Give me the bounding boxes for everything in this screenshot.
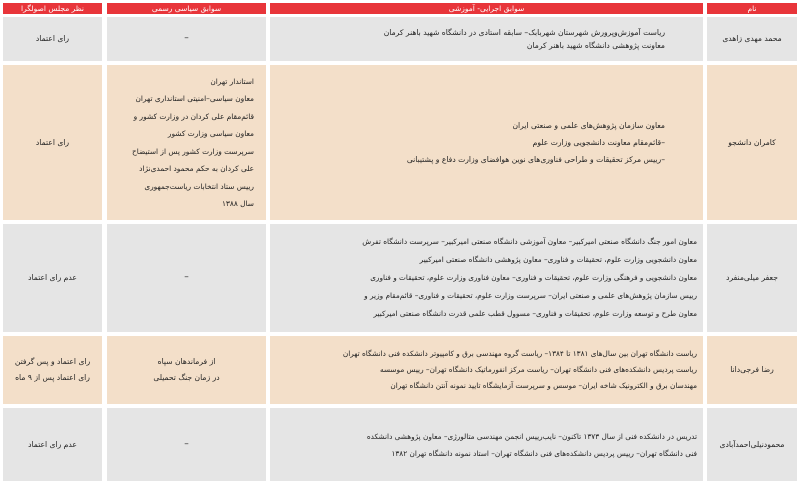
principlist-line: رای اعتماد و پس گرفتن (14, 357, 91, 366)
executive-line: فنی دانشگاه تهران– رییس پردیس دانشکده‌های فنی دانشگاه تهران– استاد نمونه دانشگاه تهران ۱۳۸۲ (391, 448, 697, 458)
principlist-line: رای اعتماد (35, 34, 70, 44)
person-name: رضا فرجی‌دانا (730, 365, 774, 375)
principlist-line: رای اعتماد (35, 137, 70, 147)
person-name: کامران دانشجو (728, 137, 776, 147)
executive-line: معاون دانشجویی و فرهنگی وزارت علوم، تحقیقات و فناوری– معاون فناوری وزارت علوم، تحقیقات و فناوری (370, 273, 697, 282)
cell-executive (270, 17, 703, 61)
cell-name (707, 224, 797, 332)
political-line: سرپرست وزارت کشور پس از استیضاح (131, 146, 254, 156)
cell-principlist (3, 336, 102, 404)
cell-political (107, 17, 266, 61)
political-line: علی کردان به حکم محمود احمدی‌نژاد (139, 164, 254, 173)
principlist-line: رای اعتماد پس از ۹ ماه (15, 373, 90, 382)
cell-executive (270, 336, 703, 404)
political-line: از فرماندهان سپاه (157, 357, 216, 366)
political-line: معاون سیاسی–امنیتی استانداری تهران (135, 94, 254, 103)
political-line: قائم‌مقام علی کردان در وزارت کشور و (133, 111, 254, 121)
political-line: – (184, 272, 189, 283)
person-name: جعفر میلی‌منفرد (726, 273, 778, 283)
cell-executive (270, 65, 703, 220)
cell-executive (270, 224, 703, 332)
executive-line: معاون دانشجویی وزارت علوم، تحقیقات و فناوری– معاون پژوهشی دانشگاه صنعتی امیرکبیر (419, 255, 697, 264)
political-line: – (184, 438, 189, 449)
executive-line: معاونت پژوهشی دانشگاه شهید باهنر کرمان (526, 41, 665, 50)
executive-line: تدریس در دانشکده فنی از سال ۱۳۷۳ تاکنون– نایب‌رییس انجمن مهندسی متالورژی– معاون پژوهشی دانشکده (366, 431, 697, 441)
cell-executive (270, 408, 703, 481)
political-line: – (184, 33, 189, 44)
political-line: معاون سیاسی وزارت کشور (167, 129, 254, 138)
principlist-line: عدم رای اعتماد (28, 439, 77, 449)
executive-line: مهندسان برق و الکترونیک شاخه ایران– موسس و سرپرست آزمایشگاه تایید نمونه آنتن دانشگاه تهران (390, 381, 697, 390)
person-name: محمد مهدی زاهدی (722, 34, 782, 44)
executive-line: معاون طرح و توسعه وزارت علوم، تحقیقات و فناوری– مسوول قطب علمی قدرت دانشگاه صنعتی امیرکبیر (373, 309, 697, 318)
cell-principlist (3, 65, 102, 220)
political-line: سال ۱۳۸۸ (221, 199, 254, 208)
header-executive: سوابق اجرایی- آموزشی (270, 3, 703, 14)
executive-line: ریاست پردیس دانشکده‌های فنی دانشگاه تهران– ریاست مرکز انفورماتیک دانشگاه تهران– رییس موسسه (380, 365, 697, 374)
header-political: سوابق سیاسی رسمی (107, 3, 266, 14)
header-name: نام (707, 3, 797, 14)
header-principlist: نظر مجلس اصولگرا (3, 3, 102, 14)
executive-line: معاون امور جنگ دانشگاه صنعتی امیرکبیر– معاون آموزشی دانشگاه صنعتی امیرکبیر– سرپرست دانشگاه تفرش (362, 237, 697, 246)
cell-political (107, 336, 266, 404)
executive-line: معاون سازمان پژوهش‌های علمی و صنعتی ایران (512, 121, 665, 130)
executive-line: –رییس مرکز تحقیقات و طراحی فناوری‌های نوین هوافضای وزارت دفاع و پشتیبانی (406, 155, 665, 164)
cell-principlist (3, 17, 102, 61)
executive-line: ریاست دانشگاه تهران بین سال‌های ۱۳۸۱ تا ۱۳۸۴– ریاست گروه مهندسی برق و کامپیوتر دانشکده فنی دانشگاه تهران (342, 349, 697, 358)
political-line: در زمان جنگ تحمیلی (153, 373, 220, 382)
political-line: رییس ستاد انتخابات ریاست‌جمهوری (144, 181, 254, 191)
cell-political (107, 408, 266, 481)
cell-principlist (3, 408, 102, 481)
principlist-line: عدم رای اعتماد (28, 273, 77, 283)
political-line: استاندار تهران (210, 76, 254, 86)
cell-name (707, 408, 797, 481)
cell-name (707, 65, 797, 220)
cell-political (107, 224, 266, 332)
cell-name (707, 17, 797, 61)
executive-line: –قائم‌مقام معاونت دانشجویی وزارت علوم (532, 138, 665, 147)
cell-principlist (3, 224, 102, 332)
person-name: محمودنیلی‌احمدآبادی (719, 439, 785, 449)
executive-line: رییس سازمان پژوهش‌های علمی و صنعتی ایران– سرپرست وزارت علوم، تحقیقات و فناوری– قائم‌مقام وزیر و (364, 291, 697, 300)
cell-name (707, 336, 797, 404)
executive-line: ریاست آموزش‌وپرورش شهرستان شهربابک– سابقه استادی در دانشگاه شهید باهنر کرمان (383, 27, 665, 37)
cell-political (107, 65, 266, 220)
